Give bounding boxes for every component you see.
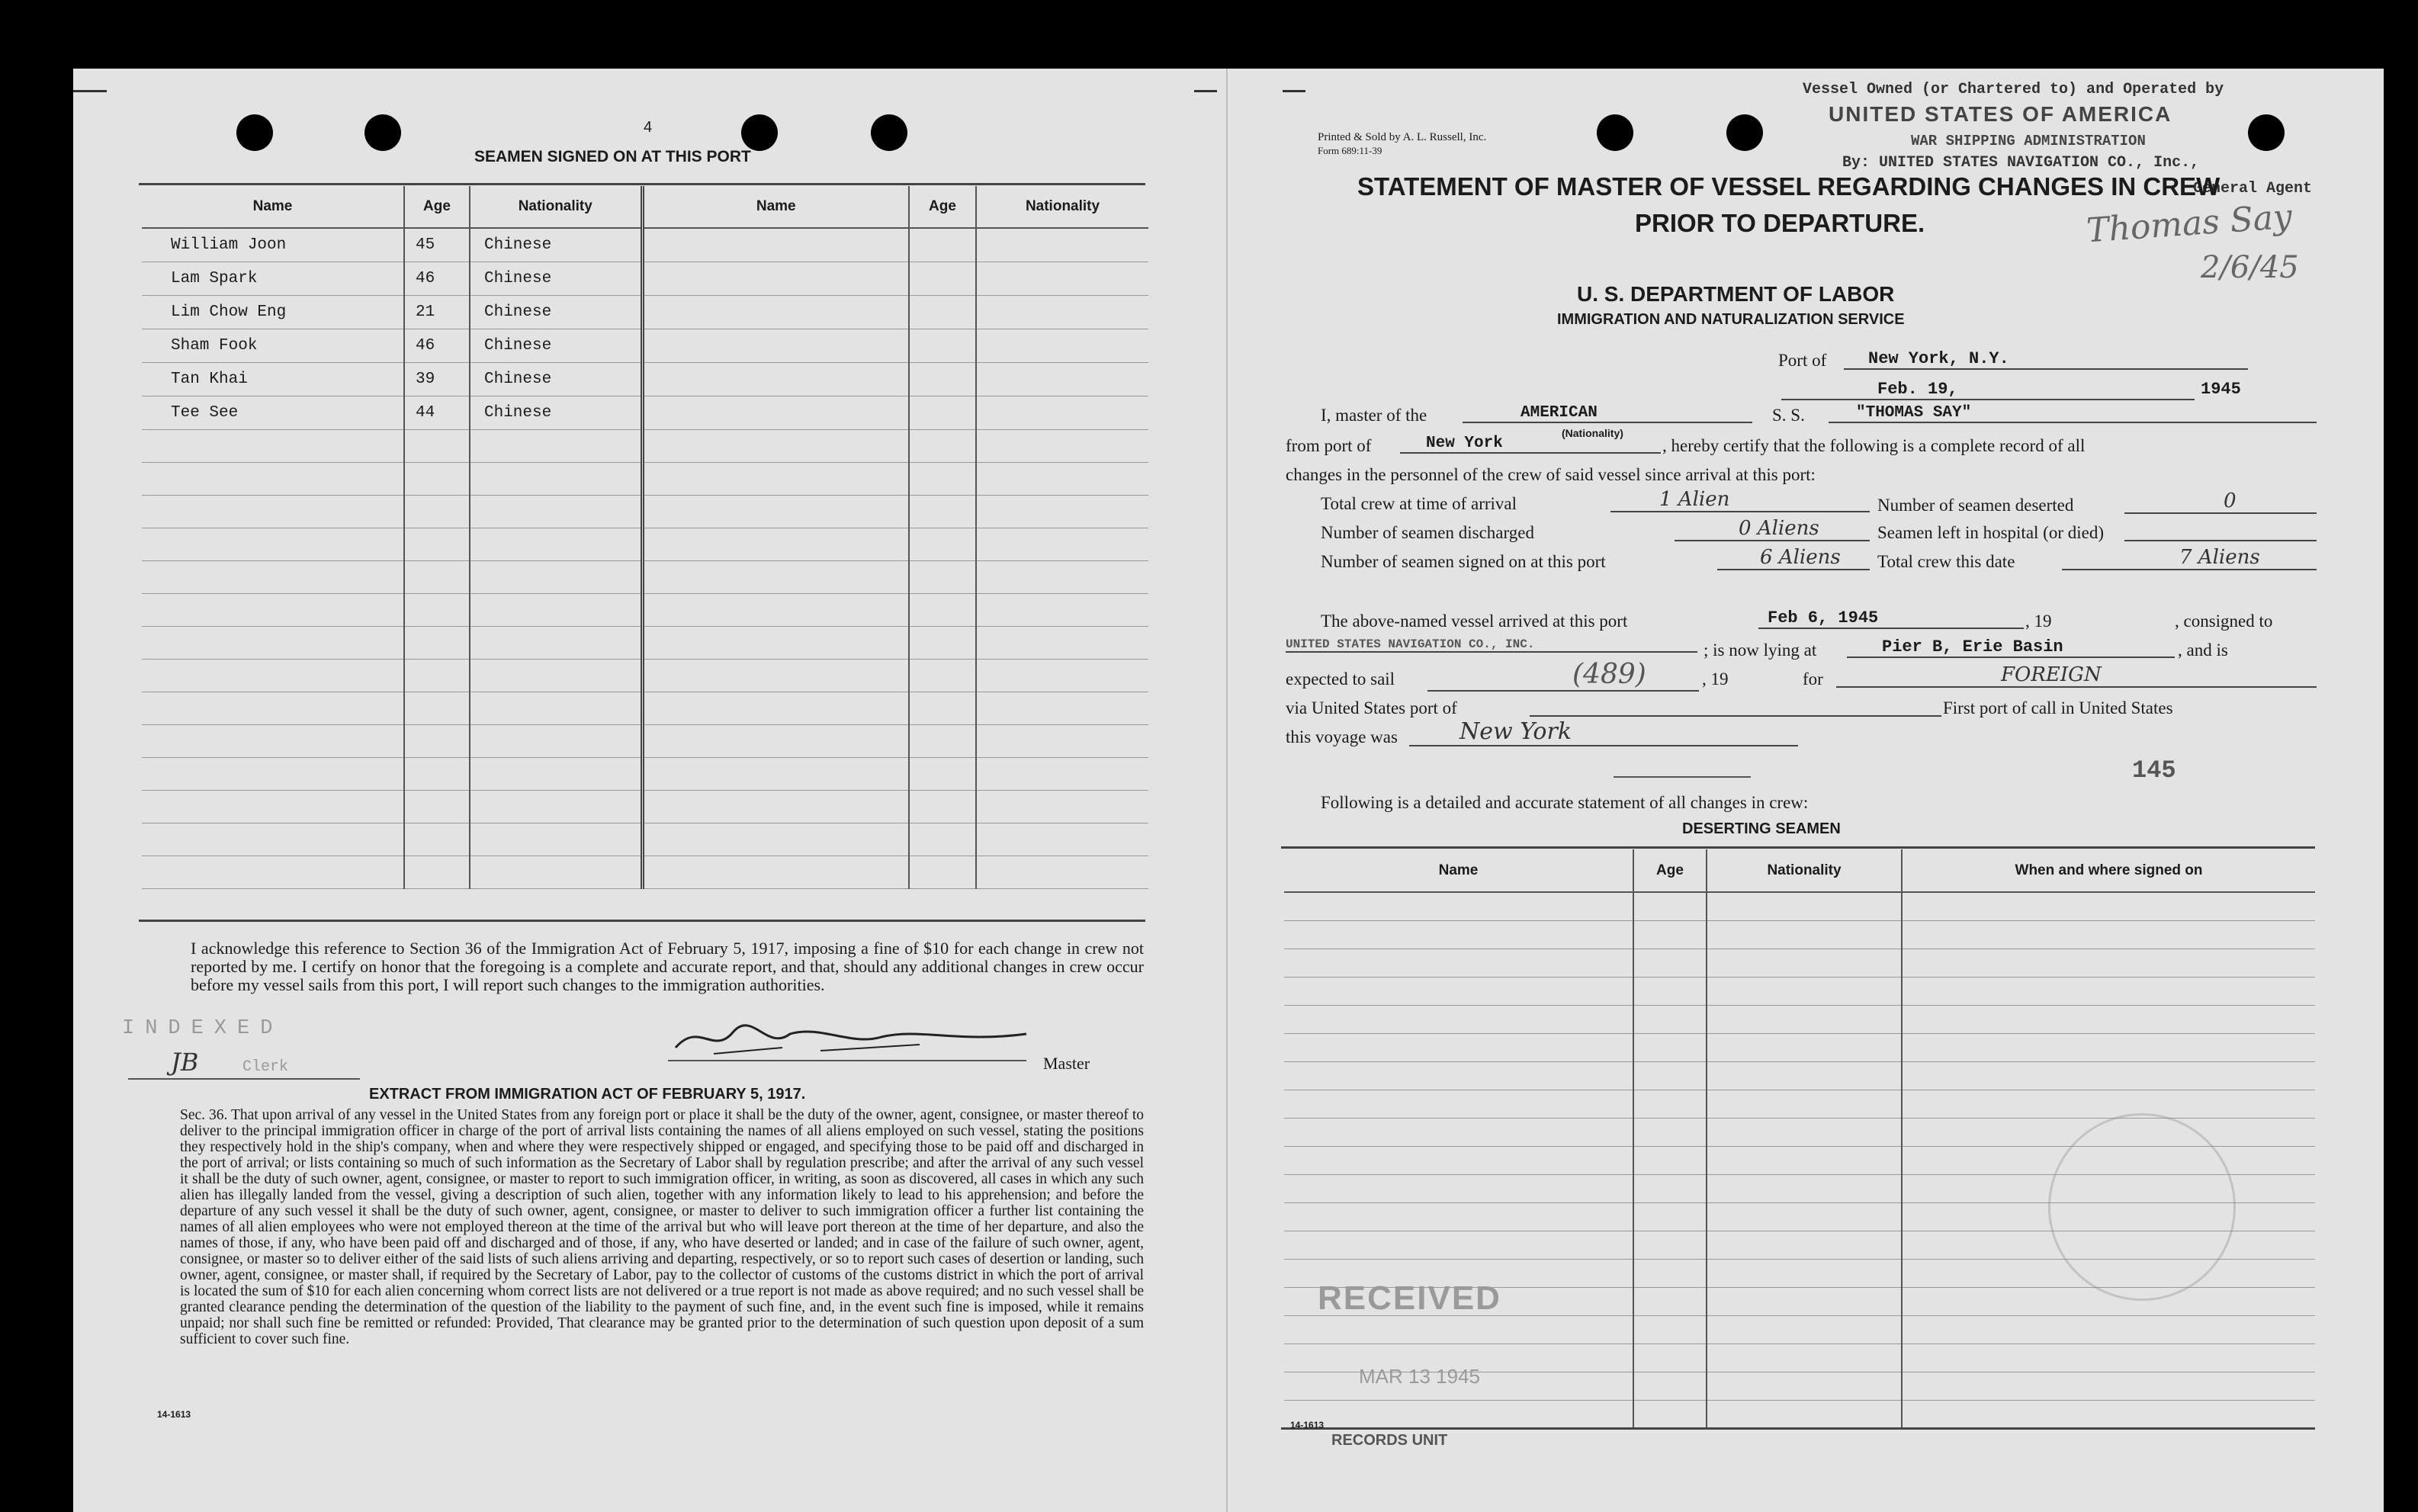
table-row [142, 626, 1148, 659]
nationality-caption: (Nationality) [1562, 427, 1623, 439]
table-row [142, 228, 1148, 262]
consigned-to-label: , consigned to [2175, 612, 2273, 631]
master-of-the-label: I, master of the [1321, 406, 1427, 425]
ship-name: "THOMAS SAY" [1829, 404, 2317, 423]
seaman-age: 46 [404, 262, 470, 295]
from-port-value: New York [1400, 435, 1661, 454]
certify-text: , hereby certify that the following is a complete record of all [1662, 436, 2086, 455]
table-row [142, 856, 1148, 888]
column-header-nationality-2: Nationality [976, 186, 1148, 228]
port-label: Port of [1778, 351, 1827, 370]
master-line [668, 1060, 1026, 1061]
seaman-name: Lim Chow Eng [142, 295, 404, 329]
document-sheet [73, 69, 2384, 1512]
arrived-value: Feb 6, 1945 [1758, 608, 2024, 629]
table-row [142, 790, 1148, 823]
left-page-number: 4 [644, 119, 653, 136]
right-form-code: 14-1613 [1290, 1420, 1325, 1430]
discharged-value: 0 Aliens [1675, 517, 1870, 541]
binder-hole [1597, 114, 1633, 151]
table-row [1284, 1033, 2315, 1061]
pier-value: Pier B, Erie Basin [1847, 637, 2175, 658]
for-value: FOREIGN [1836, 663, 2317, 688]
table-row [142, 593, 1148, 626]
changes-text: changes in the personnel of the crew of said vessel since arrival at this port: [1286, 465, 1816, 484]
table-row [142, 396, 1148, 429]
via-value-line [1530, 694, 1941, 717]
for-label: for [1803, 669, 1823, 689]
total-crew-label: Total crew at time of arrival [1321, 494, 1517, 513]
signed-on-value: 6 Aliens [1717, 546, 1870, 570]
seaman-age: 45 [404, 228, 470, 262]
edge-mark [1283, 90, 1305, 92]
table-row [142, 362, 1148, 396]
now-lying-at-label: ; is now lying at [1704, 640, 1817, 660]
table-row [1284, 977, 2315, 1005]
column-header-name: Name [1284, 849, 1633, 892]
owner-stamp-line-1: Vessel Owned (or Chartered to) and Operated by [1803, 81, 2224, 98]
table-row [142, 262, 1148, 295]
page-fold [1226, 69, 1228, 1512]
table-row [142, 692, 1148, 724]
table-row [1284, 892, 2315, 920]
clerk-initials: JB [171, 1048, 199, 1077]
table-row [1284, 1090, 2315, 1118]
clerk-line [128, 1078, 360, 1080]
seamen-signed-on-table [142, 186, 1148, 889]
binder-hole [2248, 114, 2285, 151]
table-row [1284, 949, 2315, 977]
this-voyage-value: New York [1409, 718, 1798, 746]
table-row [1284, 920, 2315, 949]
top-rule [139, 183, 1145, 185]
owner-stamp-line-4: By: UNITED STATES NAVIGATION CO., Inc., [1842, 154, 2200, 172]
clerk-label: Clerk [242, 1058, 289, 1076]
printer-line-2: Form 689:11-39 [1318, 145, 1382, 156]
arrived-label: The above-named vessel arrived at this port [1321, 612, 1628, 631]
seaman-name: William Joon [142, 228, 404, 262]
master-signature [668, 1017, 1034, 1063]
column-header-age: Age [1633, 849, 1707, 892]
hospital-label: Seamen left in hospital (or died) [1877, 523, 2105, 542]
column-header-nationality: Nationality [470, 186, 642, 228]
department: U. S. DEPARTMENT OF LABOR [1577, 282, 1895, 306]
deserted-label: Number of seamen deserted [1877, 496, 2074, 515]
ss-label: S. S. [1772, 406, 1805, 425]
printer-line-1: Printed & Sold by A. L. Russell, Inc. [1318, 131, 1487, 143]
binder-hole [741, 114, 778, 151]
column-header-signed-on: When and where signed on [1902, 849, 2315, 892]
table-row [142, 724, 1148, 757]
owner-stamp-line-5: General Agent [2193, 180, 2313, 197]
binder-hole [871, 114, 907, 151]
total-today-value: 7 Aliens [2062, 546, 2317, 570]
service: IMMIGRATION AND NATURALIZATION SERVICE [1557, 311, 1905, 328]
table-row [1284, 1061, 2315, 1090]
table-row [142, 528, 1148, 560]
expected-label: expected to sail [1286, 669, 1395, 689]
table-row [142, 659, 1148, 692]
owner-stamp-line-2: UNITED STATES OF AMERICA [1829, 102, 2172, 126]
left-page-title: SEAMEN SIGNED ON AT THIS PORT [474, 148, 751, 165]
page-number-stamp: 145 [2132, 756, 2176, 785]
seaman-age: 39 [404, 362, 470, 396]
table-row [142, 295, 1148, 329]
seaman-age: 46 [404, 329, 470, 362]
owner-stamp-line-3: WAR SHIPPING ADMINISTRATION [1911, 133, 2146, 149]
seaman-name: Lam Spark [142, 262, 404, 295]
year-prefix: , 19 [2025, 612, 2052, 631]
seaman-nationality: Chinese [470, 362, 642, 396]
port-value: New York, N.Y. [1844, 349, 2248, 370]
received-stamp: RECEIVED [1318, 1279, 1501, 1317]
table-row [1284, 1400, 2315, 1428]
hospital-value-line [2124, 518, 2317, 541]
from-port-label: from port of [1286, 436, 1372, 455]
signature-date: 2/6/45 [2201, 250, 2299, 285]
consignee-value: UNITED STATES NAVIGATION CO., INC. [1286, 637, 1697, 653]
binder-hole [1726, 114, 1763, 151]
seaman-nationality: Chinese [470, 396, 642, 429]
form-title-line-1: STATEMENT OF MASTER OF VESSEL REGARDING CHANGES IN CREW [1357, 172, 2221, 201]
via-label: via United States port of [1286, 698, 1457, 717]
records-unit-stamp: RECORDS UNIT [1331, 1432, 1448, 1449]
left-form-code: 14-1613 [157, 1409, 191, 1420]
binder-hole [364, 114, 401, 151]
extract-title: EXTRACT FROM IMMIGRATION ACT OF FEBRUARY 5, 1917. [369, 1086, 806, 1103]
seaman-nationality: Chinese [470, 262, 642, 295]
table-row [142, 429, 1148, 462]
date-value: Feb. 19, [1781, 380, 2195, 400]
total-today-label: Total crew this date [1877, 552, 2015, 571]
table-row [142, 462, 1148, 495]
circular-stamp [2048, 1113, 2236, 1301]
column-header-age-2: Age [909, 186, 976, 228]
signature-thomas-say: Thomas Say [2085, 197, 2294, 251]
table-bottom-rule [139, 920, 1145, 922]
column-header-nationality: Nationality [1707, 849, 1902, 892]
column-header-age: Age [404, 186, 470, 228]
year-19-label: , 19 [1702, 669, 1729, 689]
table-row [142, 560, 1148, 593]
and-is-label: , and is [2178, 640, 2228, 660]
seaman-nationality: Chinese [470, 295, 642, 329]
deserting-seamen-title: DESERTING SEAMEN [1682, 820, 1841, 837]
received-date-stamp: MAR 13 1945 [1359, 1365, 1480, 1388]
discharged-label: Number of seamen discharged [1321, 523, 1534, 542]
seaman-nationality: Chinese [470, 228, 642, 262]
edge-mark [73, 90, 107, 92]
table-row [142, 329, 1148, 362]
deserting-top-rule [1281, 846, 2315, 849]
this-voyage-label: this voyage was [1286, 727, 1398, 746]
following-text: Following is a detailed and accurate statement of all changes in crew: [1321, 793, 1809, 812]
seaman-name: Sham Fook [142, 329, 404, 362]
total-crew-value: 1 Alien [1610, 488, 1870, 512]
table-row [142, 823, 1148, 856]
seaman-name: Tan Khai [142, 362, 404, 396]
signed-on-label: Number of seamen signed on at this port [1321, 552, 1606, 571]
deserted-value: 0 [2124, 490, 2317, 514]
acknowledgment-text: I acknowledge this reference to Section 36 of the Immigration Act of February 5, 1917, imposing a fine of $10 for each change in crew not reported by me. I certify on honor that the foregoing is a complete and accurate report, and that, should any additional changes in crew occur before my vessel sails from this port, I will report such changes to the immigration authorities. [191, 939, 1144, 994]
master-label: Master [1043, 1054, 1090, 1073]
expected-value: (489) [1427, 659, 1699, 692]
table-row [142, 757, 1148, 790]
year-value: 1945 [2201, 380, 2241, 399]
column-header-name: Name [142, 186, 404, 228]
seaman-age: 44 [404, 396, 470, 429]
seaman-age: 21 [404, 295, 470, 329]
seaman-nationality: Chinese [470, 329, 642, 362]
first-port-label: First port of call in United States [1943, 698, 2173, 717]
nationality-value: AMERICAN [1463, 404, 1752, 423]
form-title-line-2: PRIOR TO DEPARTURE. [1635, 209, 1925, 237]
edge-mark [1194, 90, 1217, 92]
blank-rule [1614, 776, 1751, 778]
binder-hole [236, 114, 273, 151]
table-row [1284, 1315, 2315, 1343]
table-row [1284, 1005, 2315, 1033]
table-row [142, 495, 1148, 528]
indexed-stamp: INDEXED [122, 1017, 284, 1040]
seaman-name: Tee See [142, 396, 404, 429]
extract-text: Sec. 36. That upon arrival of any vessel in the United States from any foreign port or place it shall be the duty of the owner, agent, consignee, or master thereof to deliver to the principal immigration officer in charge of the port of arrival lists containing the names of all aliens employed on such vessel, stating the positions they respectively hold in the ship's company, when and where they were respectively shipped or engaged, and specifying those to be paid off and discharged in the port of arrival; or lists containing so much of such information as the Secretary of Labor shall by regulation prescribe; and after the arrival of any such vessel it shall be the duty of such owner, agent, consignee, or master to report to such immigration officer, in writing, as soon as discovered, all cases in which any such alien has illegally landed from the vessel, giving a description of such alien, together with any information likely to lead to his apprehension; and before the departure of any such vessel it shall be the duty of such owner, agent, consignee, or master to deliver to such immigration officer a further list containing the names of all alien employees who were not employed thereon at the time of the arrival but who will leave port thereon at the time of her departure, and also the names of those, if any, who have been paid off and discharged and of those, if any, who have deserted or landed; and in case of the failure of such owner, agent, consignee, or master so to deliver either of the said lists of such aliens arriving and departing, respectively, or so to report such cases of desertion or landing, such owner, agent, consignee, or master shall, if required by the Secretary of Labor, pay to the collector of customs of the customs district in which the port of arrival is located the sum of $10 for each alien concerning whom correct lists are not delivered or a true report is not made as above required; and no such vessel shall be granted clearance pending the determination of the question of the liability to the payment of such fine, and, in the event such fine is imposed, while it remains unpaid; nor shall such fine be remitted or refunded: Provided, That clearance may be granted prior to the determination of such question upon deposit of a sum sufficient to cover such fine. [180, 1107, 1144, 1347]
column-header-name-2: Name [642, 186, 909, 228]
deserting-bottom-rule [1281, 1427, 2315, 1430]
